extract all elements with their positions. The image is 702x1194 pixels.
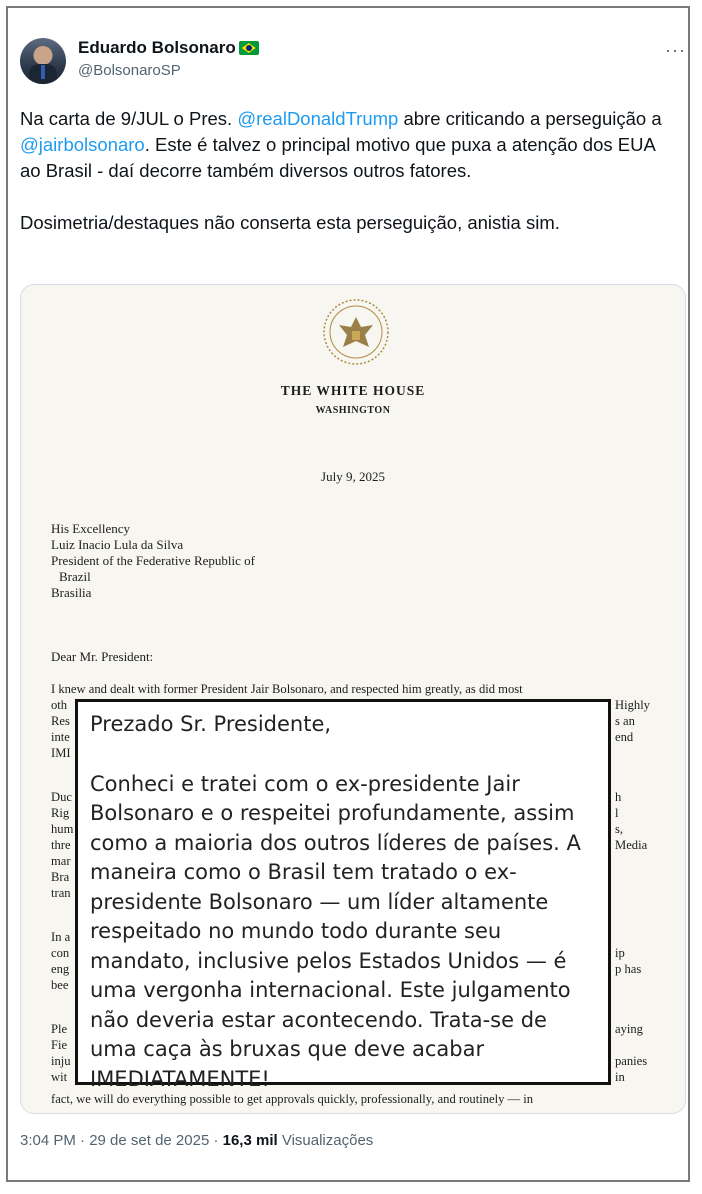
letter-fragment: tran [51, 886, 71, 900]
letter-fragment: aying [615, 1022, 643, 1036]
letter-fragment: Fie [51, 1038, 68, 1052]
tweet-meta [20, 1132, 373, 1149]
letter-fragment: Highly [615, 698, 650, 712]
letter-fragment: inte [51, 730, 70, 744]
tweet-paragraph-2: Dosimetria/destaques não conserta esta perseguição, anistia sim. [20, 212, 560, 233]
letter-fragment: inju [51, 1054, 71, 1068]
letter-fragment: Ple [51, 1022, 68, 1036]
presidential-seal-icon [321, 297, 391, 367]
tweet-paragraph-1: Na carta de 9/JUL o Pres. @realDonaldTrump abre criticando a perseguição a @jairbolsonaro. Este é talvez o principal motivo que puxa a atenção dos EUA ao Brasil - daí decorre também diversos outros fatores. [20, 108, 662, 181]
brazil-flag-icon [239, 41, 259, 55]
letter-fragment: Rig [51, 806, 70, 820]
views-count: 16,3 mil [222, 1132, 278, 1149]
letter-fragment: oth [51, 698, 68, 712]
letter-fragment: end [615, 730, 634, 744]
letterhead-subtitle: WASHINGTON [315, 405, 391, 416]
letter-address: His Excellency Luiz Inacio Lula da Silva President of the Federative Republic of Brazil Brasilia [51, 521, 255, 600]
letter-fragment: wit [51, 1070, 68, 1084]
mention-jairbolsonaro[interactable]: @jairbolsonaro [20, 134, 145, 155]
tweet-text [20, 106, 680, 236]
letter-fragment: panies [615, 1054, 648, 1068]
letter-line: I knew and dealt with former President Jair Bolsonaro, and respected him greatly, as did most [51, 682, 523, 696]
letter-fragment: hum [51, 822, 74, 836]
letter-fragment: IMI [51, 746, 71, 760]
letter-fragment: thre [51, 838, 71, 852]
views-label: Visualizações [277, 1132, 374, 1149]
letter-fragment: mar [51, 854, 71, 868]
letter-fragment: in [615, 1070, 625, 1084]
timestamp[interactable]: 3:04 PM · 29 de set de 2025 · [20, 1132, 223, 1149]
letter-fragment: con [51, 946, 70, 960]
letter-fragment: In a [51, 930, 71, 944]
letter-fragment: Res [51, 714, 70, 728]
letter-salutation: Dear Mr. President: [51, 649, 154, 664]
more-options-icon[interactable]: ··· [665, 40, 686, 60]
letter-fragment: s, [615, 822, 624, 836]
mention-realdonaldtrump[interactable]: @realDonaldTrump [237, 108, 399, 129]
letter-fragment: h [615, 790, 622, 804]
overlay-body: Conheci e tratei com o ex-presidente Jair Bolsonaro e o respeitei profundamente, assim como a maioria dos outros líderes de países. A maneira como o Brasil tem tratado o ex-presidente Bolsonaro — um líder altamente respeitado no mundo todo durante seu mandato, inclusive pelos Estados Unidos — é uma vergonha internacional. Este julgamento não deveria estar acontecendo. Trata-se de uma caça às bruxas que deve acabar IMEDIATAMENTE! [90, 771, 581, 1091]
author-row [78, 38, 259, 58]
letter-fragment: p has [615, 962, 642, 976]
avatar[interactable] [20, 38, 66, 84]
letter-fragment: ip [615, 946, 625, 960]
translation-overlay [75, 699, 611, 1091]
letter-fragment: bee [51, 978, 69, 992]
letter-line: fact, we will do everything possible to get approvals quickly, professionally, and routinely — in [51, 1092, 534, 1106]
letter-fragment: Duc [51, 790, 72, 804]
overlay-heading: Prezado Sr. Presidente, [90, 712, 332, 736]
letter-date: July 9, 2025 [321, 469, 385, 484]
tweet-image[interactable] [20, 284, 686, 1114]
letter-fragment: Media [615, 838, 648, 852]
letter-fragment: Bra [51, 870, 70, 884]
letterhead-title: THE WHITE HOUSE [280, 383, 426, 398]
letter-fragment: l [615, 806, 619, 820]
author-handle[interactable]: @BolsonaroSP [78, 62, 181, 79]
letter-fragment: eng [51, 962, 70, 976]
letter-fragment: s an [615, 714, 635, 728]
author-name[interactable]: Eduardo Bolsonaro [78, 38, 236, 57]
